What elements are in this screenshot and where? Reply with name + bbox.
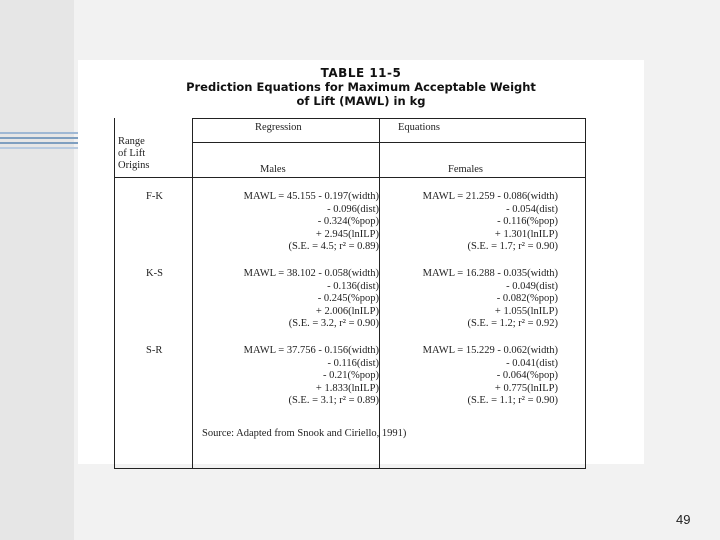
- males-header: Males: [260, 164, 286, 175]
- slide-accent-lines: [0, 132, 80, 152]
- females-equation: MAWL = 15.229 - 0.062(width) - 0.041(dist) - 0.064(%pop) + 0.775(lnILP) (S.E. = 1.1; r² = 0.90): [422, 345, 558, 407]
- table-label: TABLE 11-5: [320, 66, 402, 80]
- range-of-lift-origins-header: Range of Lift Origins: [118, 136, 150, 171]
- table-title-line-1: Prediction Equations for Maximum Acceptable Weight: [186, 80, 536, 94]
- regression-header: Regression: [255, 122, 302, 133]
- table-title: [78, 66, 644, 108]
- males-equation: MAWL = 37.756 - 0.156(width) - 0.116(dist) - 0.21(%pop) + 1.833(lnILP) (S.E. = 3.1; r² = 0.89): [243, 345, 379, 407]
- table-rule-bottom: [114, 468, 586, 469]
- origin-label: K-S: [146, 268, 163, 279]
- table-rule-divider-2: [379, 118, 380, 468]
- table-title-line-2: of Lift (MAWL) in kg: [296, 94, 426, 108]
- table-source-note: Source: Adapted from Snook and Ciriello, 1991): [202, 428, 407, 439]
- table-rule-top: [192, 118, 586, 119]
- equations-table: [114, 118, 586, 474]
- origin-label: F-K: [146, 191, 163, 202]
- females-header: Females: [448, 164, 483, 175]
- table-rule-border-right: [585, 118, 586, 468]
- table-rule-divider-1: [192, 118, 193, 468]
- females-equation: MAWL = 16.288 - 0.035(width) - 0.049(dist) - 0.082(%pop) + 1.055(lnILP) (S.E. = 1.2; r² = 0.92): [422, 268, 558, 330]
- table-rule-subhead: [192, 142, 586, 143]
- females-equation: MAWL = 21.259 - 0.086(width) - 0.054(dist) - 0.116(%pop) + 1.301(lnILP) (S.E. = 1.7; r² = 0.90): [422, 191, 558, 253]
- males-equation: MAWL = 45.155 - 0.197(width) - 0.096(dist) - 0.324(%pop) + 2.945(lnILP) (S.E. = 4.5; r² = 0.89): [243, 191, 379, 253]
- page-number: 49: [676, 512, 691, 527]
- slide-left-band: [0, 0, 74, 540]
- table-rule-border-left: [114, 118, 115, 468]
- table-rule-header-bottom: [114, 177, 586, 178]
- table-figure: [78, 60, 644, 464]
- origin-label: S-R: [146, 345, 163, 356]
- equations-header: Equations: [398, 122, 440, 133]
- males-equation: MAWL = 38.102 - 0.058(width) - 0.136(dist) - 0.245(%pop) + 2.006(lnILP) (S.E. = 3.2, r² = 0.90): [243, 268, 379, 330]
